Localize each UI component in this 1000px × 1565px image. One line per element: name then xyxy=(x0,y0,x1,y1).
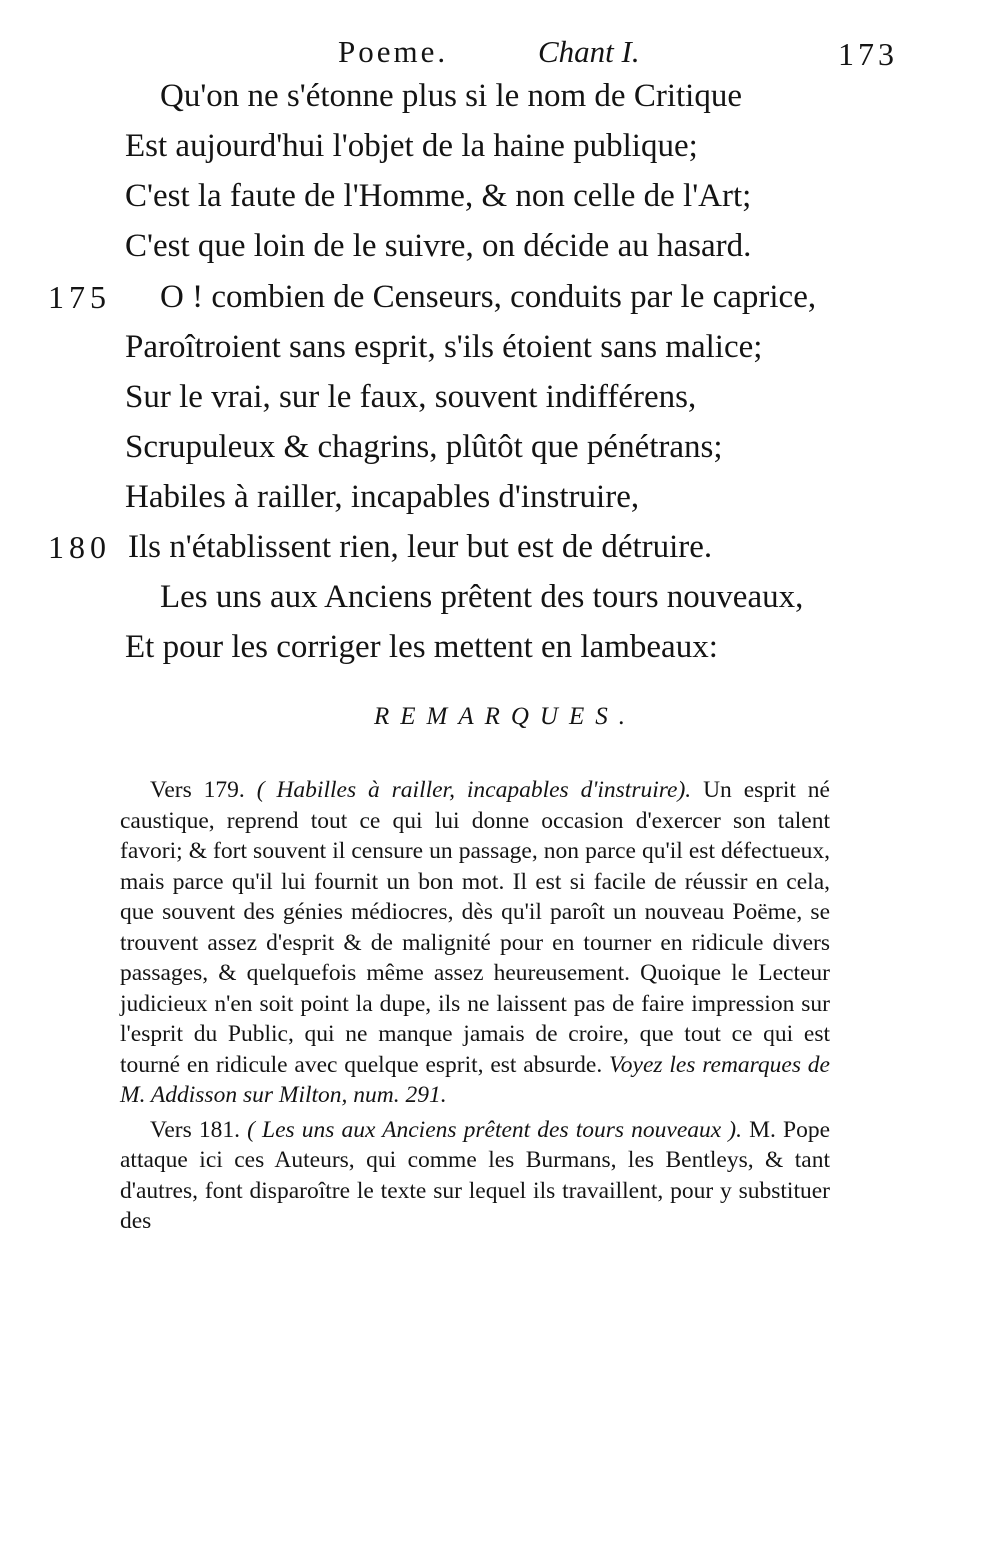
verse-text: Les uns aux Anciens prêtent des tours nouveaux, xyxy=(160,579,804,615)
page-header xyxy=(0,28,1000,78)
remarks-notes xyxy=(120,775,830,1237)
verse-number: 175 xyxy=(48,279,111,315)
running-title: Poeme. xyxy=(338,34,449,69)
verse-text: O ! combien de Censeurs, conduits par le caprice, xyxy=(160,279,817,315)
verse-text: Ils n'établissent rien, leur but est de détruire. xyxy=(128,529,713,565)
verse-number: 180 xyxy=(48,529,111,565)
remark-note xyxy=(120,775,830,1111)
verse-text: Paroîtroient sans esprit, s'ils étoient sans malice; xyxy=(125,329,763,365)
verse-text: C'est la faute de l'Homme, & non celle de l'Art; xyxy=(125,178,752,214)
note-reference: Vers 179. xyxy=(150,777,245,803)
verse-text: Et pour les corriger les mettent en lambeaux: xyxy=(125,629,718,665)
verse-text: Sur le vrai, sur le faux, souvent indifférens, xyxy=(125,379,697,415)
verse-text: C'est que loin de le suivre, on décide au hasard. xyxy=(125,228,752,264)
chant-label: Chant I. xyxy=(538,34,640,69)
page-number: 173 xyxy=(838,36,898,72)
verse-text: Qu'on ne s'étonne plus si le nom de Critique xyxy=(160,78,742,114)
remarks-heading: REMARQUES. xyxy=(373,703,637,730)
remark-note xyxy=(120,1115,830,1237)
verse-text: Habiles à railler, incapables d'instruire, xyxy=(125,479,640,515)
note-body: Un esprit né caustique, reprend tout ce qui lui donne occasion d'exercer son talent favori; & fort souvent il censure un passage, non parce qu'il est défectueux, mais parce qu'il lui fournit un bon mot. Il est si facile de réussir en cela, que souvent des génies médiocres, dès qu'il paroît un nouveau Poëme, se trouvent assez d'esprit & de malignité pour en tourner en ridicule divers passages, & quelquefois même assez heureusement. Quoique le Lecteur judicieux n'en soit point la dupe, ils ne laissent pas de faire impression sur l'esprit du Public, qui ne manque jamais de croire, que tout ce qui est tourné en ridicule avec quelque esprit, est absurde. xyxy=(120,777,830,1078)
note-quote: ( Habilles à railler, incapables d'instruire). xyxy=(256,777,692,803)
note-reference: Vers 181. xyxy=(150,1116,240,1143)
note-body: M. Pope attaque ici ces Auteurs, qui comme les Burmans, les Bentleys, & tant d'autres, font disparoître le texte sur lequel ils travaillent, pour y substituer des xyxy=(120,1116,830,1234)
note-closing: Voyez les remarques de M. Addisson sur Milton, num. 291. xyxy=(120,1051,830,1108)
note-quote: ( Les uns aux Anciens prêtent des tours nouveaux ). xyxy=(247,1116,743,1143)
verse-text: Est aujourd'hui l'objet de la haine publique; xyxy=(125,128,698,164)
verse-text: Scrupuleux & chagrins, plûtôt que pénétrans; xyxy=(125,429,723,465)
